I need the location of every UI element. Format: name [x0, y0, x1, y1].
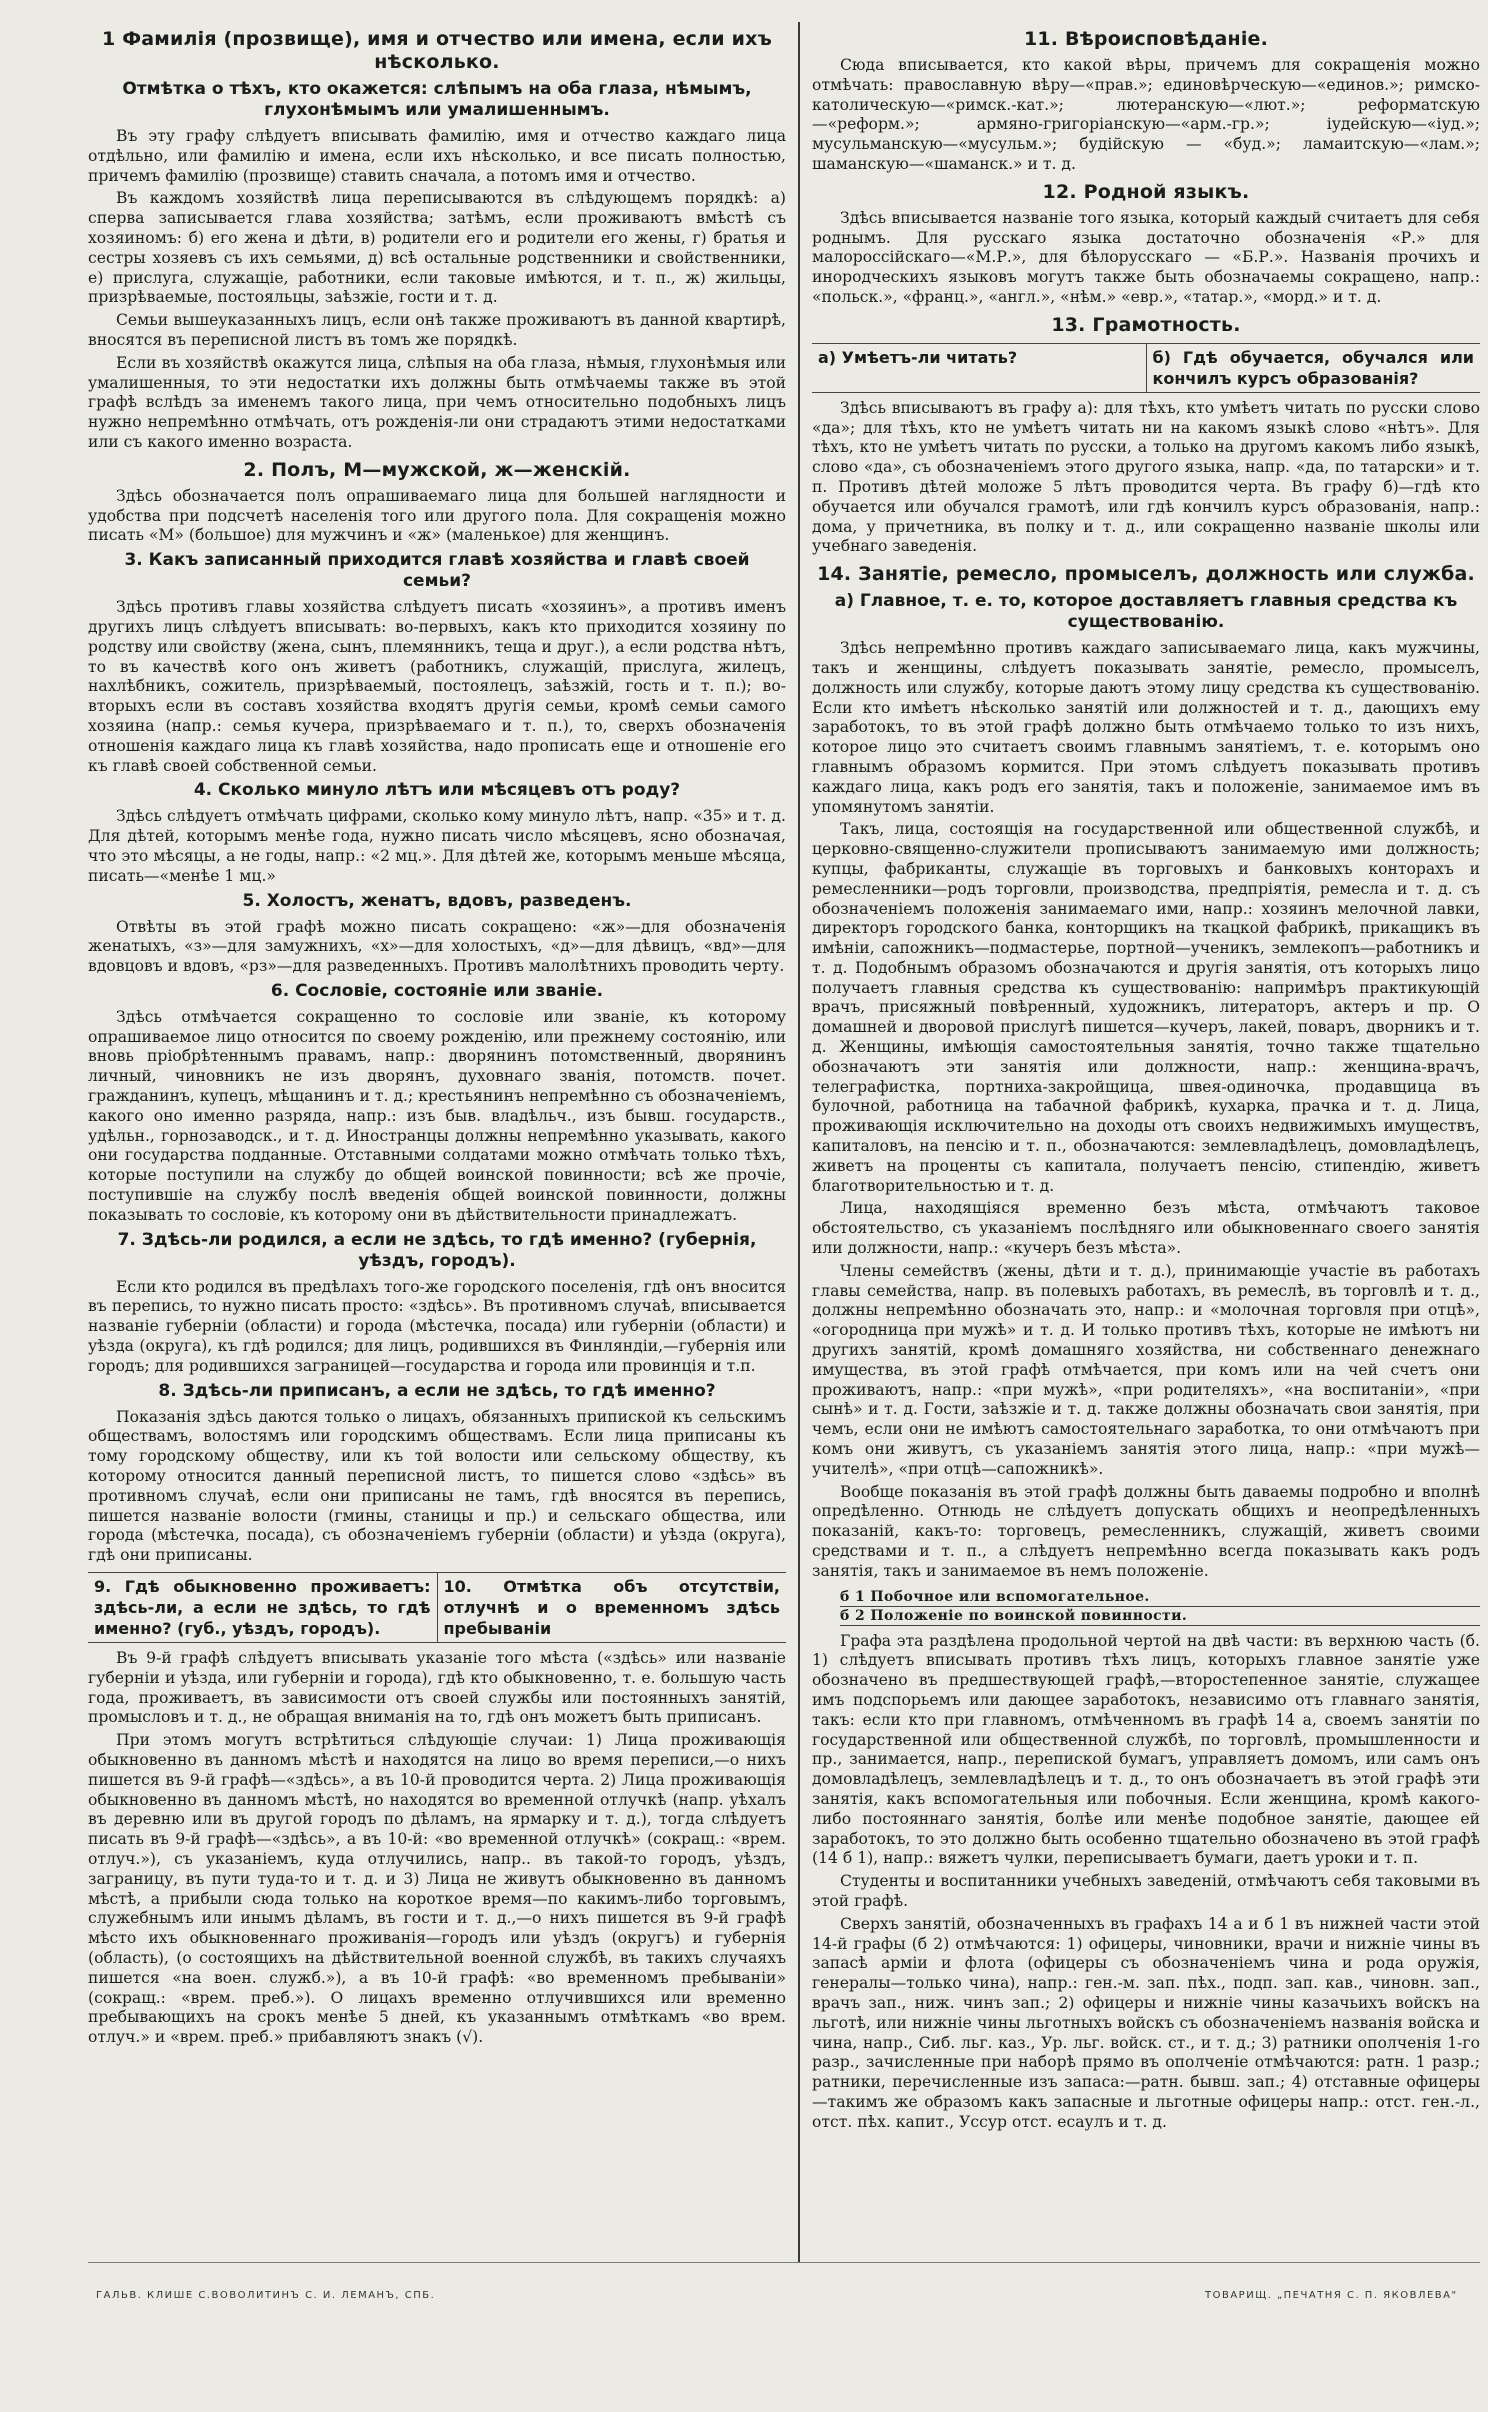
section-11-title: 11. Вѣроисповѣданіе.	[1023, 28, 1269, 50]
section-6-paragraph: Здѣсь отмѣчается сокращенно то сословіе или званіе, къ которому опрашиваемое лицо относится по своему рожденію, или прежнему состоянію, или вновь пріобрѣтеннымъ правамъ, напр.: дворянинъ потомственный, дворянинъ личный, чиновникъ не изъ дворянъ, духовнаго званія, потомств. почет. гражданинъ, купецъ, мѣщанинъ и т. д.; крестьянинъ непремѣнно съ обозначеніемъ, какого оно именно разряда, напр.: изъ быв. владѣльч., изъ бывш. государств., удѣльн., горнозаводск., и т. д. Иностранцы должны непремѣнно указывать, какого они государства подданные. Отставными солдатами можно отмѣчать только тѣхъ, которые поступили на службу до общей воинской повинности; всѣ же прочіе, поступившіе на службу послѣ введенія общей воинской повинности, должны показывать то сословіе, къ которому они въ дѣйствительности принадлежатъ.	[88, 1007, 786, 1224]
left-column	[88, 22, 786, 2222]
column-divider	[798, 22, 800, 2262]
section-1-paragraph: Въ эту графу слѣдуетъ вписывать фамилію, имя и отчество каждаго лица отдѣльно, или фамилію и имена, если ихъ нѣсколько, и все писать полностью, причемъ фамилію (прозвище) ставить сначала, а потомъ имя и отчество.	[88, 127, 786, 185]
section-7-title: 7. Здѣсь-ли родился, а если не здѣсь, то гдѣ именно? (губернія, уѣздъ, городъ).	[117, 1229, 757, 1271]
section-7-paragraph: Если кто родился въ предѣлахъ того-же городского поселенія, гдѣ онъ вносится въ перепись, то нужно писать просто: «здѣсь». Въ противномъ случаѣ, вписывается названіе губерніи (области) и города (мѣстечка, посада) или губерніи (области) и уѣзда (округа), къ гдѣ родился; для лицъ, родившихся въ Финляндіи,—губернія или городъ; для родившихся заграницей—государства и города или провинція и т.п.	[88, 1277, 786, 1375]
section-13a-title: а) Умѣетъ-ли читать?	[818, 347, 1018, 367]
section-5-paragraph: Отвѣты въ этой графѣ можно писать сокращено: «ж»—для обозначенія женатыхъ, «з»—для замужнихъ, «х»—для холостыхъ, «д»—для дѣвицъ, «вд»—для вдовцовъ и вдовъ, «рз»—для разведенныхъ. Противъ малолѣтнихъ проводить черту.	[88, 917, 786, 976]
section-4-title: 4. Сколько минуло лѣтъ или мѣсяцевъ отъ роду?	[193, 780, 681, 801]
section-9-paragraph: Въ 9-й графѣ слѣдуетъ вписывать указаніе того мѣста («здѣсь» или названіе губерніи и уѣзда, или губерніи и города), гдѣ кто обыкновенно, т. е. большую часть года, проживаетъ, въ зависимости отъ своей службы или постоянныхъ занятій, промысловъ и т. д., не обращая вниманія на то, гдѣ онъ можетъ быть приписанъ.	[88, 1649, 786, 1727]
section-14-paragraph: Члены семействъ (жены, дѣти и т. д.), принимающіе участіе въ работахъ главы семейства, напр. въ полевыхъ работахъ, въ ремеслѣ, въ торговлѣ и т. д., должны непремѣнно обозначать это, напр.: и «молочная торговля при отцѣ», «огородница при мужѣ» и т. д. И только противъ тѣхъ, которые не имѣютъ ни другихъ занятій, кромѣ домашняго хозяйства, ни собственнаго денежнаго имущества, въ этой графѣ отмѣчается, при комъ или на чей счетъ они проживаютъ, напр.: «при мужѣ», «при родителяхъ», «на воспитаніи», «при сынѣ» и т. д. Гости, заѣзжіе и т. д. также должны обозначать свои занятія, при чемъ, если они не имѣютъ самостоятельнаго заработка, то они отмѣчаютъ при комъ они живутъ, съ указаніемъ занятія этого лица, напр.: «при мужѣ—учителѣ», «при отцѣ—сапожникѣ».	[812, 1261, 1480, 1478]
section-13-paragraph: Здѣсь вписываютъ въ графу а): для тѣхъ, кто умѣетъ читать по русски слово «да»; для тѣхъ, кто не умѣетъ читать ни на какомъ языкѣ слово «нѣтъ». Для тѣхъ, кто не умѣетъ читать по русски, а только на другомъ какомъ либо языкѣ, слово «да», съ обозначеніемъ этого другого языка, напр. «да, по татарски» и т. п. Противъ дѣтей моложе 5 лѣтъ проводится черта. Въ графу б)—гдѣ кто обучается или обучался грамотѣ, или гдѣ кончилъ курсъ образованія, напр.: дома, у причетника, въ полку и т. д., или сокращенно названіе школы или учебнаго заведенія.	[812, 398, 1480, 556]
section-1-paragraph: Въ каждомъ хозяйствѣ лица переписываются въ слѣдующемъ порядкѣ: а) сперва записывается глава хозяйства; затѣмъ, если проживаютъ вмѣстѣ съ хозяиномъ: б) его жена и дѣти, в) родители его и родители его жены, г) братья и сестры хозяевъ съ ихъ семьями, д) всѣ остальные родственники и свойственники, е) прислуга, служащіе, работники, если таковые имѣются, и т. п., ж) жильцы, призрѣваемые, постояльцы, заѣзжіе, гости и т. д.	[88, 189, 786, 307]
section-1-subtitle: Отмѣтка о тѣхъ, кто окажется: слѣпымъ на оба глаза, нѣмымъ, глухонѣмымъ или умалишеннымъ.	[122, 79, 752, 120]
section-14-paragraph: Сверхъ занятій, обозначенныхъ въ графахъ 14 а и б 1 въ нижней части этой 14-й графы (б 2) отмѣчаются: 1) офицеры, чиновники, врачи и нижніе чины въ запасѣ арміи и флота (офицеры съ обозначеніемъ чина и рода оружія, генералы—только чина), напр.: ген.-м. зап. пѣх., подп. зап. кав., чиновн. зап., врачъ зап., ниж. чинъ зап.; 2) офицеры и нижніе чины казачьихъ войскъ на льготѣ, или нижніе чины льготныхъ войскъ съ обозначеніемъ названія войска и чина, напр., Сиб. льг. каз., Ур. льг. войск. ст., и т. д.; 3) ратники ополченія 1-го разр., зачисленные при наборѣ прямо въ ополченіе отмѣчаются: ратн. 1 разр.; ратники, перечисленные изъ запаса:—ратн. бывш. зап.; 4) отставные офицеры—такимъ же образомъ какъ запасные и льготные офицеры напр.: отст. ген.-л., отст. пѣх. капит., Уссур отст. есаулъ и т. д.	[812, 1914, 1480, 2131]
section-14-paragraph: Такъ, лица, состоящія на государственной или общественной службѣ, и церковно-священно-служители прописываютъ занимаемую ими должность; купцы, фабриканты, служащіе въ торговыхъ и банковыхъ конторахъ и ремесленники—родъ торговли, производства, предпріятія, ремесла и т. д. съ обозначеніемъ положенія занимаемаго ими, напр.: хозяинъ мелочной лавки, директоръ городского банка, конторщикъ на ткацкой фабрикѣ, прикащикъ въ имѣніи, сапожникъ—подмастерье, портной—ученикъ, землекопъ—работникъ и т. д. Подобнымъ образомъ обозначаются и другія занятія, отъ которыхъ лицо получаетъ главныя средства къ существованію: напримѣръ практикующій врачъ, присяжный повѣренный, художникъ, литераторъ, актеръ и пр. О домашней и дворовой прислугѣ пишется—кучеръ, лакей, поваръ, дворникъ и т. д. Женщины, имѣющія самостоятельныя занятія, точно также тщательно обозначаютъ эти занятія или должности, напр.: женщина-врачъ, телеграфистка, портниха-закройщица, швея-одиночка, продавщица въ булочной, работница на табачной фабрикѣ, кухарка, прачка и т. д. Лица, проживающія исключительно на доходы отъ своихъ недвижимыхъ имуществъ, капиталовъ, на пенсію и т. п., обозначаются: землевладѣлецъ, домовладѣлецъ, живетъ на проценты съ капитала, получаетъ пенсію, стипендію, живетъ благотворительностью и т. д.	[812, 820, 1480, 1195]
section-3-paragraph: Здѣсь противъ главы хозяйства слѣдуетъ писать «хозяинъ», а противъ именъ другихъ лицъ слѣдуетъ вписывать: во-первыхъ, какъ кто приходится хозяину по родству или свойству (жена, сынъ, племянникъ, теща и друг.), а если родства нѣтъ, то въ качествѣ кого онъ живетъ (работникъ, служащій, прислуга, жилецъ, нахлѣбникъ, сожитель, призрѣваемый, постоялецъ, заѣзжій, гость и т. п.); во-вторыхъ если въ составъ хозяйства входятъ другія семьи, кромѣ семьи самого хозяина (напр.: семья кучера, призрѣваемаго и т. п.), то, сверхъ обозначенія отношенія каждаго лица къ главѣ хозяйства, надо прописать еще и отношеніе его къ главѣ своей собственной семьи.	[88, 598, 786, 775]
section-9-paragraph: При этомъ могутъ встрѣтиться слѣдующіе случаи: 1) Лица проживающія обыкновенно въ данномъ мѣстѣ и находятся на лицо во время переписи,—о нихъ пишется въ 9-й графѣ—«здѣсь», а въ 10-й проводится черта. 2) Лица проживающія обыкновенно въ данномъ мѣстѣ, но находятся во временной отлучкѣ (напр. уѣхалъ въ деревню или въ другой городъ по дѣламъ, на ярмарку и т. д.), тогда слѣдуетъ писать въ 9-й графѣ—«здѣсь», а въ 10-й: «во временной отлучкѣ» (сокращ.: «врем. отлуч.»), съ указаніемъ, куда отлучились, напр.. въ такой-то городъ, уѣздъ, заграницу, въ пути туда-то и т. д. и 3) Лица не живутъ обыкновенно въ данномъ мѣстѣ, а прибыли сюда только на короткое время—по какимъ-либо торговымъ, служебнымъ или инымъ дѣламъ, въ гости и т. д.,—о нихъ пишется въ 9-й графѣ мѣсто ихъ обыкновеннаго проживанія—городъ или уѣздъ (округъ) и губернія (область), (о состоящихъ на дѣйствительной военной службѣ, въ такихъ случаяхъ пишется «на воен. служб.»), а въ 10-й графѣ: «во временномъ пребываніи» (сокращ.: «врем. преб.»). О лицахъ временно отлучившихся или временно пребывающихъ на срокъ менѣе 5 дней, къ указаннымъ отмѣткамъ «во врем. отлуч.» и «врем. преб.» прибавляютъ знакъ (√).	[88, 1731, 786, 2047]
section-8-title: 8. Здѣсь-ли приписанъ, а если не здѣсь, то гдѣ именно?	[158, 1380, 716, 1401]
section-10-title: 10. Отмѣтка объ отсутствіи, отлучнѣ и о временномъ здѣсь пребываніи	[437, 1573, 787, 1642]
section-5-title: 5. Холостъ, женатъ, вдовъ, разведенъ.	[242, 890, 632, 911]
section-2-paragraph: Здѣсь обозначается полъ опрашиваемаго лица для большей наглядности и удобства при подсчетѣ населенія того или другого пола. Для сокращенія можно писать «М» (большое) для мужчинъ и «ж» (маленькое) для женщинъ.	[88, 486, 786, 545]
section-1-paragraph: Семьи вышеуказанныхъ лицъ, если онѣ также проживаютъ въ данной квартирѣ, вносятся въ переписной листъ въ томъ же порядкѣ.	[88, 311, 786, 349]
section-1-paragraph: Если въ хозяйствѣ окажутся лица, слѣпыя на оба глаза, нѣмыя, глухонѣмыя или умалишенныя, то эти недостатки ихъ должны быть отмѣчаемы также въ этой графѣ вслѣдъ за именемъ такого лица, при чемъ относительно подобныхъ лицъ нужно непремѣнно отмѣчать, отъ рожденія-ли они страдаютъ этими недостатками или съ какого именно возраста.	[88, 353, 786, 451]
section-3-title: 3. Какъ записанный приходится главѣ хозяйства и главѣ своей семьи?	[124, 550, 750, 592]
section-9-10-header	[88, 1572, 786, 1643]
section-6-title: 6. Сословіе, состояніе или званіе.	[270, 980, 604, 1001]
section-14-paragraph: Лица, находящіяся временно безъ мѣста, отмѣчаютъ таковое обстоятельство, съ указаніемъ послѣдняго или обыкновеннаго своего занятія или должности, напр.: «кучеръ безъ мѣста».	[812, 1199, 1480, 1258]
section-2-title: 2. Полъ, М—мужской, ж—женскій.	[243, 458, 631, 481]
section-11-paragraph: Сюда вписывается, кто какой вѣры, причемъ для сокращенія можно отмѣчать: православную вѣру—«прав.»; единовѣрческую—«единов.»; римско-католическую—«римск.-кат.»; лютеранскую—«лют.»; реформатскую—«реформ.»; армяно-григоріанскую—«арм.-гр.»; іудейскую—«іуд.»; мусульманскую—«мусульм.»; будійскую — «буд.»; ламаитскую—«лам.»; шаманскую—«шаманск.» и т. д.	[812, 56, 1480, 173]
section-4-paragraph: Здѣсь слѣдуетъ отмѣчать цифрами, сколько кому минуло лѣтъ, напр. «35» и т. д. Для дѣтей, которымъ менѣе года, нужно писать число мѣсяцевъ, ясно обозначая, что это мѣсяцы, а не годы, напр.: «2 мц.». Для дѣтей же, которымъ меньше мѣсяца, писать—«менѣе 1 мц.»	[88, 807, 786, 885]
section-14b2-title: б 2 Положеніе по воинской повинности.	[840, 1607, 1480, 1626]
printer-credit-right: ТОВАРИЩ. „ПЕЧАТНЯ С. П. ЯКОВЛЕВА"	[1205, 2290, 1458, 2301]
section-9-title: 9. Гдѣ обыкновенно проживаетъ: здѣсь-ли, а если не здѣсь, то гдѣ именно? (губ., уѣздъ, городъ).	[94, 1577, 431, 1639]
section-13-header	[812, 343, 1480, 393]
section-14-paragraph: Студенты и воспитанники учебныхъ заведеній, отмѣчаютъ себя таковыми въ этой графѣ.	[812, 1872, 1480, 1910]
bottom-rule	[88, 2262, 1480, 2263]
section-1-title: 1 Фамилія (прозвище), имя и отчество или имена, если ихъ нѣсколько.	[101, 28, 773, 73]
section-14-paragraph: Графа эта раздѣлена продольной чертой на двѣ части: въ верхнюю часть (б. 1) слѣдуетъ вписывать противъ тѣхъ лицъ, которыхъ главное занятіе уже обозначено въ предшествующей графѣ,—второстепенное занятіе, служащее имъ подспорьемъ или дающее заработокъ, независимо отъ главнаго занятія, такъ: если кто при главномъ, отмѣченномъ въ графѣ 14 а, своемъ занятіи по государственной или общественной службѣ, по торговлѣ, промышленности и пр., занимается, напр., перепиской бумагъ, управляетъ домомъ, или самъ онъ домовладѣлецъ, землевладѣлецъ и т. д., то онъ обозначаетъ въ этой графѣ эти занятія, какъ вспомогательныя или побочныя. Если женщина, кромѣ какого-либо постояннаго занятія, болѣе или менѣе подобное занятіе, дающее ей заработокъ, то это должно быть особенно тщательно обозначено въ этой графѣ (14 б 1), напр.: вяжетъ чулки, переписываетъ бумаги, даетъ уроки и т. п.	[812, 1631, 1480, 1868]
section-13b-title: б) Гдѣ обучается, обучался или кончилъ курсъ образованія?	[1146, 344, 1481, 392]
section-14-title: 14. Занятіе, ремесло, промыселъ, должность или служба.	[817, 563, 1475, 586]
printer-credit-left: ГАЛЬВ. КЛИШЕ С.ВОВОЛИТИНЪ С. И. ЛЕМАНЪ, СПБ.	[96, 2290, 436, 2301]
section-14a-subtitle: а) Главное, т. е. то, которое доставляетъ главныя средства къ существованію.	[834, 591, 1458, 633]
right-column	[812, 22, 1480, 2222]
section-12-title: 12. Родной языкъ.	[1042, 180, 1250, 203]
section-14-paragraph: Вообще показанія въ этой графѣ должны быть даваемы подробно и вполнѣ опредѣленно. Отнюдь не слѣдуетъ допускать общихъ и неопредѣленныхъ показаній, какъ-то: торговецъ, ремесленникъ, служащій, живетъ своими средствами и т. п., а слѣдуетъ непремѣнно всегда показывать какъ родъ занятія, такъ и занимаемое въ немъ положеніе.	[812, 1482, 1480, 1580]
section-8-paragraph: Показанія здѣсь даются только о лицахъ, обязанныхъ припиской къ сельскимъ обществамъ, волостямъ или городскимъ обществамъ. Если лица приписаны къ тому городскому обществу, или къ той волости или сельскому обществу, къ которому относится данный переписной листъ, то пишется слово «здѣсь» въ противномъ случаѣ, если они приписаны не тамъ, гдѣ вносятся въ перепись, пишется названіе волости (гмины, станицы и пр.) и сельскаго общества, или города (мѣстечка, посада), съ обозначеніемъ губерніи (области) и уѣзда (округа), гдѣ они приписаны.	[88, 1407, 786, 1565]
section-14-paragraph: Здѣсь непремѣнно противъ каждаго записываемаго лица, какъ мужчины, такъ и женщины, слѣдуетъ показывать занятіе, ремесло, промыселъ, должность или службу, которые даютъ этому лицу средства къ существованію. Если кто имѣетъ нѣсколько занятій или должностей и т. д., дающихъ ему заработокъ, то въ этой графѣ должно быть отмѣчаемо только то изъ нихъ, которое лицо это считаетъ своимъ главнымъ занятіемъ, т. е. которымъ оно главнымъ образомъ кормится. При этомъ слѣдуетъ показывать противъ каждаго лица, какъ родъ его занятія, такъ и положеніе, занимаемое имъ въ упомянутомъ занятіи.	[812, 639, 1480, 816]
section-12-paragraph: Здѣсь вписывается названіе того языка, который каждый считаетъ для себя роднымъ. Для русскаго языка достаточно обозначенія «Р.» для малороссійскаго—«М.Р.», для бѣлорусскаго — «Б.Р.». Названія прочихъ и инородческихъ языковъ могутъ также быть обозначаемы сокращено, напр.: «польск.», «франц.», «англ.», «нѣм.» «евр.», «татар.», «морд.» и т. д.	[812, 208, 1480, 306]
section-14b-headers	[812, 1588, 1480, 1626]
section-13-title: 13. Грамотность.	[1051, 313, 1241, 336]
section-14b1-title: б 1 Побочное или вспомогательное.	[840, 1588, 1480, 1607]
